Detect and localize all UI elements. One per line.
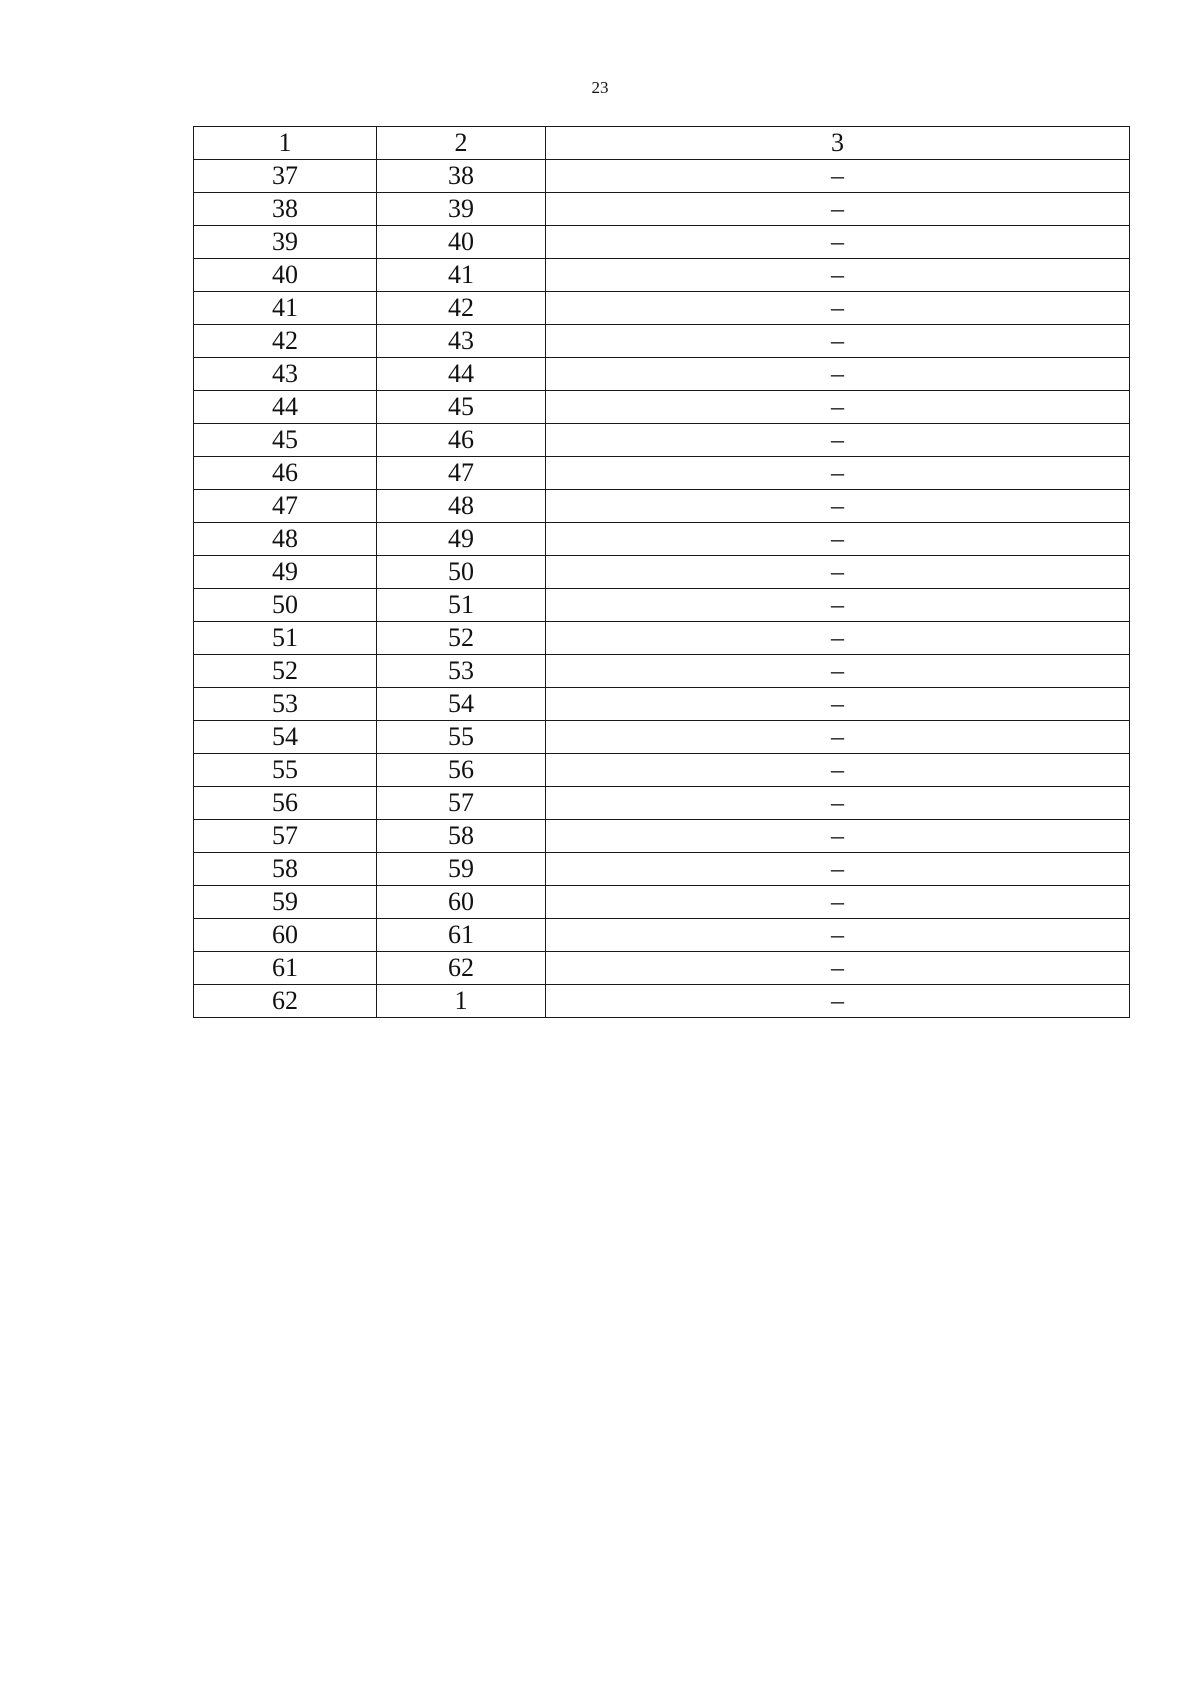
- table-cell-col-2: 50: [377, 556, 546, 589]
- table-cell-col-3: –: [546, 556, 1130, 589]
- table-row: [194, 985, 1130, 1018]
- table-cell-col-3: –: [546, 721, 1130, 754]
- table-row: [194, 358, 1130, 391]
- table-row: [194, 952, 1130, 985]
- table-cell-col-3: –: [546, 886, 1130, 919]
- table-cell-col-3: –: [546, 325, 1130, 358]
- table-row: [194, 721, 1130, 754]
- table-row: [194, 886, 1130, 919]
- table-row: [194, 325, 1130, 358]
- data-table: [193, 126, 1130, 1018]
- table-cell-col-1: 57: [194, 820, 377, 853]
- table-cell-col-1: 52: [194, 655, 377, 688]
- table-cell-col-2: 42: [377, 292, 546, 325]
- table-row: [194, 820, 1130, 853]
- table-cell-col-1: 40: [194, 259, 377, 292]
- table-cell-col-3: –: [546, 523, 1130, 556]
- table-cell-col-2: 48: [377, 490, 546, 523]
- table-cell-col-3: –: [546, 853, 1130, 886]
- table-cell-col-1: 51: [194, 622, 377, 655]
- table-cell-col-3: –: [546, 787, 1130, 820]
- table-cell-col-1: 62: [194, 985, 377, 1018]
- table-row: [194, 556, 1130, 589]
- table-cell-col-3: –: [546, 490, 1130, 523]
- table-cell-col-2: 57: [377, 787, 546, 820]
- column-header-1: 1: [194, 127, 377, 160]
- table-cell-col-1: 43: [194, 358, 377, 391]
- table-cell-col-1: 41: [194, 292, 377, 325]
- table-cell-col-1: 48: [194, 523, 377, 556]
- table-cell-col-3: –: [546, 391, 1130, 424]
- table-cell-col-2: 1: [377, 985, 546, 1018]
- table-cell-col-2: 62: [377, 952, 546, 985]
- table-cell-col-3: –: [546, 424, 1130, 457]
- table-cell-col-2: 51: [377, 589, 546, 622]
- column-header-3: 3: [546, 127, 1130, 160]
- table-cell-col-3: –: [546, 820, 1130, 853]
- table-row: [194, 193, 1130, 226]
- table-cell-col-3: –: [546, 688, 1130, 721]
- table-cell-col-2: 40: [377, 226, 546, 259]
- table-cell-col-2: 53: [377, 655, 546, 688]
- table-cell-col-2: 41: [377, 259, 546, 292]
- table-cell-col-1: 59: [194, 886, 377, 919]
- table-cell-col-2: 46: [377, 424, 546, 457]
- table-cell-col-1: 44: [194, 391, 377, 424]
- table-body: [194, 160, 1130, 1018]
- table-cell-col-3: –: [546, 622, 1130, 655]
- table-cell-col-2: 54: [377, 688, 546, 721]
- table-row: [194, 160, 1130, 193]
- table-cell-col-1: 38: [194, 193, 377, 226]
- table-cell-col-1: 37: [194, 160, 377, 193]
- table-cell-col-1: 42: [194, 325, 377, 358]
- table-cell-col-1: 54: [194, 721, 377, 754]
- table-cell-col-3: –: [546, 457, 1130, 490]
- table-cell-col-3: –: [546, 160, 1130, 193]
- table-cell-col-2: 44: [377, 358, 546, 391]
- table-cell-col-2: 39: [377, 193, 546, 226]
- table-row: [194, 226, 1130, 259]
- table-cell-col-2: 49: [377, 523, 546, 556]
- table-cell-col-1: 50: [194, 589, 377, 622]
- table-row: [194, 787, 1130, 820]
- table-row: [194, 391, 1130, 424]
- table-cell-col-2: 61: [377, 919, 546, 952]
- table-row: [194, 919, 1130, 952]
- table-row: [194, 688, 1130, 721]
- table-row: [194, 853, 1130, 886]
- table-cell-col-2: 43: [377, 325, 546, 358]
- table-cell-col-2: 60: [377, 886, 546, 919]
- table-row: [194, 523, 1130, 556]
- table-cell-col-1: 47: [194, 490, 377, 523]
- table-cell-col-1: 49: [194, 556, 377, 589]
- table-cell-col-3: –: [546, 259, 1130, 292]
- table-cell-col-3: –: [546, 292, 1130, 325]
- table-cell-col-2: 58: [377, 820, 546, 853]
- table-cell-col-1: 60: [194, 919, 377, 952]
- table-cell-col-1: 53: [194, 688, 377, 721]
- table-cell-col-2: 56: [377, 754, 546, 787]
- table-cell-col-1: 39: [194, 226, 377, 259]
- table-row: [194, 424, 1130, 457]
- table-cell-col-2: 47: [377, 457, 546, 490]
- column-header-2: 2: [377, 127, 546, 160]
- table-cell-col-1: 56: [194, 787, 377, 820]
- table-cell-col-3: –: [546, 226, 1130, 259]
- table-cell-col-3: –: [546, 589, 1130, 622]
- table-cell-col-1: 58: [194, 853, 377, 886]
- table-cell-col-1: 61: [194, 952, 377, 985]
- table-cell-col-3: –: [546, 754, 1130, 787]
- table-row: [194, 754, 1130, 787]
- table-cell-col-2: 55: [377, 721, 546, 754]
- table-cell-col-1: 55: [194, 754, 377, 787]
- table-cell-col-1: 46: [194, 457, 377, 490]
- table-header-row: [194, 127, 1130, 160]
- table-row: [194, 490, 1130, 523]
- table-cell-col-3: –: [546, 193, 1130, 226]
- page-number: 23: [591, 78, 609, 97]
- table-row: [194, 655, 1130, 688]
- table-row: [194, 457, 1130, 490]
- table-row: [194, 589, 1130, 622]
- table-cell-col-3: –: [546, 952, 1130, 985]
- table-row: [194, 259, 1130, 292]
- table-cell-col-3: –: [546, 919, 1130, 952]
- table-row: [194, 292, 1130, 325]
- table-cell-col-1: 45: [194, 424, 377, 457]
- table-cell-col-2: 45: [377, 391, 546, 424]
- table-cell-col-3: –: [546, 985, 1130, 1018]
- table-row: [194, 622, 1130, 655]
- table-header: [194, 127, 1130, 160]
- table-cell-col-3: –: [546, 655, 1130, 688]
- table-cell-col-3: –: [546, 358, 1130, 391]
- table-cell-col-2: 38: [377, 160, 546, 193]
- table-cell-col-2: 52: [377, 622, 546, 655]
- table-cell-col-2: 59: [377, 853, 546, 886]
